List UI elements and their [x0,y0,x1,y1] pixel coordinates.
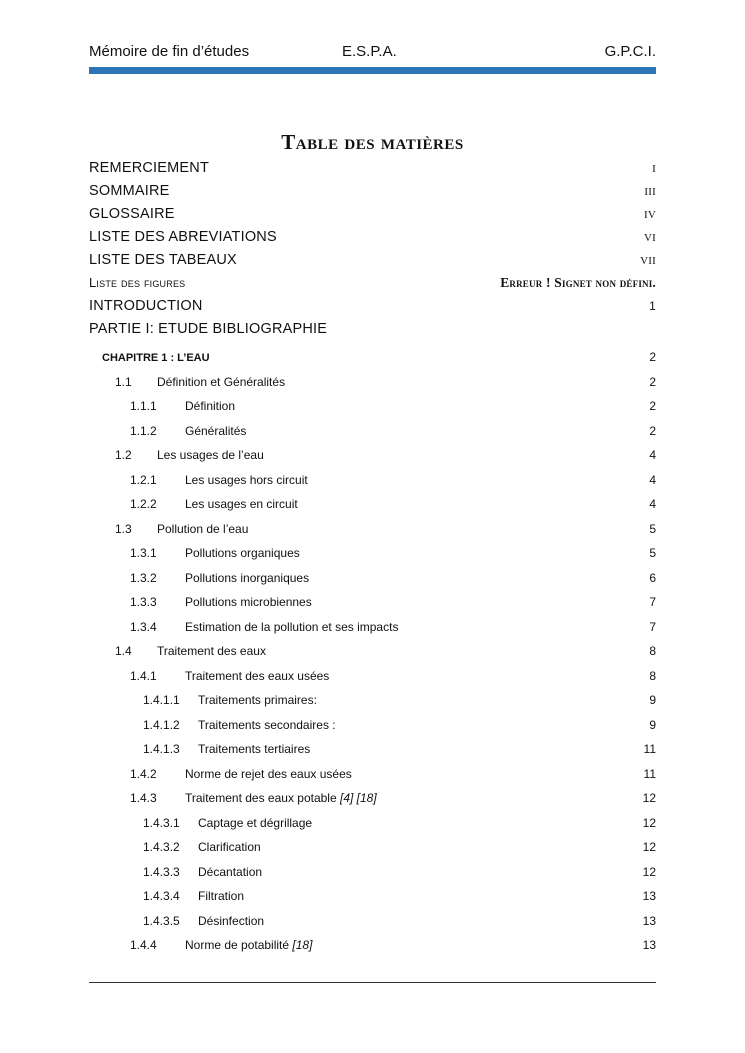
toc-entry-subsubsection[interactable]: 1.4.1.3 Traitements tertiaires 11 [143,742,656,756]
toc-entry-section[interactable]: 1.4 Traitement des eaux 8 [115,644,656,658]
toc-entry-subsubsection[interactable]: 1.4.3.2 Clarification 12 [143,840,656,854]
toc-entry-tableaux[interactable]: LISTE DES TABEAUX VII [89,252,656,268]
header-center-text: E.S.P.A. [342,43,397,60]
toc-entry-subsection[interactable]: 1.4.3 Traitement des eaux potable [4] [18] 12 [130,791,656,805]
header-right-text: G.P.C.I. [604,43,656,60]
toc-entry-figures[interactable]: Liste des figures Erreur ! Signet non défini. [89,275,656,290]
table-of-contents [89,160,656,963]
header-rule [89,67,656,74]
citation-ref: [18] [292,938,313,952]
citation-ref: [4] [18] [340,791,377,805]
toc-entry-subsection[interactable]: 1.4.4 Norme de potabilité [18] 13 [130,938,656,952]
toc-entry-subsubsection[interactable]: 1.4.3.5 Désinfection 13 [143,913,656,928]
toc-entry-subsection[interactable]: 1.4.2 Norme de rejet des eaux usées 11 [130,766,656,781]
toc-entry-subsubsection[interactable]: 1.4.3.4 Filtration 13 [143,889,656,903]
page-header [89,43,656,63]
toc-entry-subsection[interactable]: 1.4.1 Traitement des eaux usées 8 [130,668,656,683]
toc-entry-subsection[interactable]: 1.1.1 Définition 2 [130,399,656,413]
footer-rule [89,982,656,983]
toc-entry-subsubsection[interactable]: 1.4.1.2 Traitements secondaires : 9 [143,717,656,732]
toc-entry-section[interactable]: 1.3 Pollution de l’eau 5 [115,521,656,536]
toc-entry-section[interactable]: 1.1 Définition et Généralités 2 [115,374,656,389]
toc-entry-section[interactable]: 1.2 Les usages de l’eau 4 [115,448,656,462]
bookmark-error-text: Erreur ! Signet non défini. [500,275,656,290]
header-left-text: Mémoire de fin d’études [89,43,250,60]
toc-entry-subsection[interactable]: 1.2.1 Les usages hors circuit 4 [130,472,656,487]
toc-entry-subsection[interactable]: 1.3.1 Pollutions organiques 5 [130,546,656,560]
toc-entry-subsection[interactable]: 1.3.3 Pollutions microbiennes 7 [130,595,656,609]
toc-entry-subsection[interactable]: 1.1.2 Généralités 2 [130,423,656,438]
toc-entry-chapter-1[interactable]: CHAPITRE 1 : L’EAU 2 [102,350,656,364]
toc-entry-subsection[interactable]: 1.3.4 Estimation de la pollution et ses impacts 7 [130,619,656,634]
toc-entry-subsubsection[interactable]: 1.4.1.1 Traitements primaires: 9 [143,693,656,707]
toc-entry-glossaire[interactable]: GLOSSAIRE IV [89,206,656,222]
toc-entry-subsection[interactable]: 1.3.2 Pollutions inorganiques 6 [130,570,656,585]
toc-entry-introduction[interactable]: INTRODUCTION 1 [89,298,656,314]
toc-entry-remerciement[interactable]: REMERCIEMENT I [89,160,656,176]
toc-entry-partie-1[interactable]: PARTIE I: ETUDE BIBLIOGRAPHIE [89,321,328,337]
toc-entry-subsubsection[interactable]: 1.4.3.1 Captage et dégrillage 12 [143,815,656,830]
toc-entry-subsection[interactable]: 1.2.2 Les usages en circuit 4 [130,497,656,511]
toc-entry-abreviations[interactable]: LISTE DES ABREVIATIONS VI [89,229,656,245]
page-title: Table des matières [281,130,464,154]
toc-entry-sommaire[interactable]: SOMMAIRE III [89,183,656,199]
toc-entry-subsubsection[interactable]: 1.4.3.3 Décantation 12 [143,864,656,879]
